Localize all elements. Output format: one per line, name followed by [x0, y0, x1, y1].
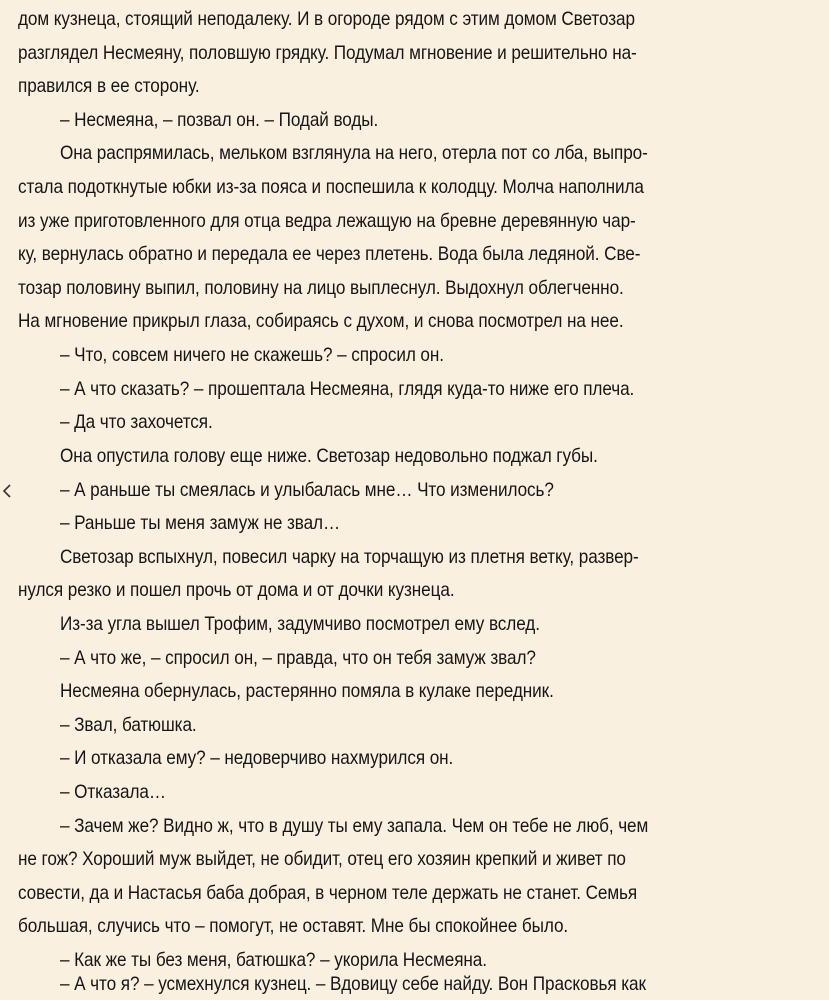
text-line: правился в ее сторону.	[18, 75, 200, 97]
text-line: – Раньше ты меня замуж не звал…	[60, 512, 341, 534]
text-line: – И отказала ему? – недоверчиво нахмурился он.	[60, 747, 454, 769]
text-line: – Как же ты без меня, батюшка? – укорила Несмеяна.	[60, 949, 487, 971]
text-line: стала подоткнутые юбки из-за пояса и поспешила к колодцу. Молча наполнила	[18, 176, 644, 198]
text-line: разглядел Несмеяну, половшую грядку. Подумал мгновение и решительно на-	[18, 42, 637, 64]
text-line: – Несмеяна, – позвал он. – Подай воды.	[60, 109, 379, 131]
text-line: дом кузнеца, стоящий неподалеку. И в огороде рядом с этим домом Светозар	[18, 8, 635, 30]
text-line: большая, случись что – помогут, не оставят. Мне бы спокойнее было.	[18, 915, 569, 937]
text-line: – Да что захочется.	[60, 411, 213, 433]
text-line: нулся резко и пошел прочь от дома и от дочки кузнеца.	[18, 579, 455, 601]
text-line: – Зачем же? Видно ж, что в душу ты ему запала. Чем он тебе не люб, чем	[60, 815, 649, 837]
text-line: Она опустила голову еще ниже. Светозар недовольно поджал губы.	[60, 445, 598, 467]
text-line: – А что сказать? – прошептала Несмеяна, глядя куда-то ниже его плеча.	[60, 378, 635, 400]
text-line: из уже приготовленного для отца ведра лежащую на бревне деревянную чар-	[18, 210, 636, 232]
text-line: – Звал, батюшка.	[60, 714, 197, 736]
chevron-left-icon[interactable]	[0, 481, 14, 501]
text-line: – А что же, – спросил он, – правда, что он тебя замуж звал?	[60, 647, 536, 669]
text-line: Она распрямилась, мельком взглянула на него, отерла пот со лба, выпро-	[60, 142, 648, 164]
text-line: тозар половину выпил, половину на лицо выплеснул. Выдохнул облегченно.	[18, 277, 624, 299]
text-line: – Что, совсем ничего не скажешь? – спросил он.	[60, 344, 444, 366]
text-line: Из-за угла вышел Трофим, задумчиво посмотрел ему вслед.	[60, 613, 540, 635]
text-line: – А раньше ты смеялась и улыбалась мне… Что изменилось?	[60, 479, 554, 501]
text-line: совести, да и Настасья баба добрая, в черном теле держать не станет. Семья	[18, 882, 638, 904]
text-line: – Отказала…	[60, 781, 166, 803]
text-line: Несмеяна обернулась, растерянно помяла в кулаке передник.	[60, 680, 554, 702]
text-line: На мгновение прикрыл глаза, собираясь с духом, и снова посмотрел на нее.	[18, 310, 624, 332]
text-line: ку, вернулась обратно и передала ее через плетень. Вода была ледяной. Све-	[18, 243, 641, 265]
text-line: Светозар вспыхнул, повесил чарку на торчащую из плетня ветку, развер-	[60, 546, 639, 568]
text-line: не гож? Хороший муж выйдет, не обидит, отец его хозяин крепкий и живет по	[18, 848, 626, 870]
text-line: – А что я? – усмехнулся кузнец. – Вдовицу себе найду. Вон Прасковья как	[60, 973, 646, 995]
